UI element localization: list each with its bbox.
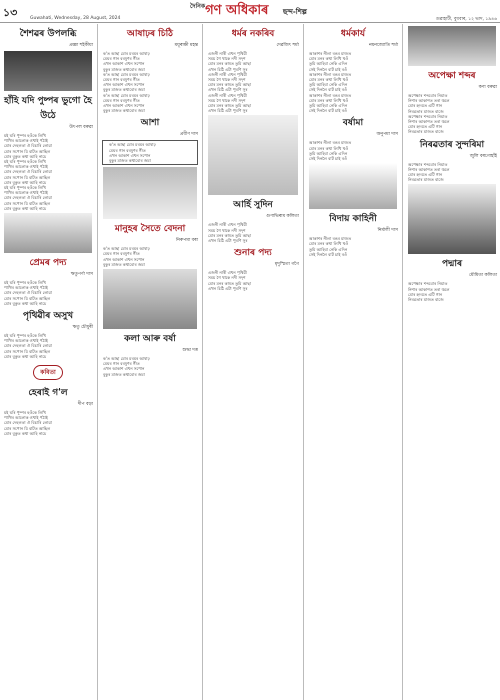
- flowers-image: [309, 163, 397, 209]
- poem-body: ক'ত আছা মোৰ মৰমৰ আষাঢ় মেঘৰ গান বৰষুণৰ গীত এখন আকাশ এখন সপোন বুকুৰ মাজত কথাবোৰ জমা: [103, 92, 150, 114]
- poetry-badge: কবিতা: [33, 365, 63, 380]
- masthead-small: দৈনিক: [190, 3, 206, 10]
- poem-title: অপেক্ষা শব্দৰ: [428, 71, 476, 81]
- poem-body: ক'ত আছা মোৰ মৰমৰ আষাঢ় মেঘৰ গান বৰষুণৰ গীত এখন আকাশ এখন সপোন বুকুৰ মাজত কথাবোৰ জমা: [103, 246, 150, 267]
- poem-author: ময়ূৰাক্ষী মহন্ত: [174, 43, 198, 48]
- poem-author: নিৰ্মালী দাস: [377, 228, 398, 234]
- column-divider: [303, 24, 304, 700]
- rose-image: [103, 167, 197, 219]
- poem-title: পদ্মাৰ: [441, 259, 463, 270]
- poem-body: ক'ত আছা মোৰ মৰমৰ আষাঢ় মেঘৰ গান বৰষুণৰ গীত এখন আকাশ এখন সপোন বুকুৰ মাজত কথাবোৰ জমা: [109, 142, 156, 164]
- poem-title: শুনাৰ পদ্য: [234, 248, 272, 259]
- poem-author: গুণাভিৰাম কলিতা: [266, 214, 299, 220]
- column-4: [305, 24, 401, 700]
- masthead-title: গণ অধিকাৰ: [205, 3, 269, 18]
- poem-body: অপেক্ষাৰ শব্দবোৰ নিমাত নিশাৰ আকাশত তৰা জ্বলে মোৰ হৃদয়ত এটি গান নিৰৱতাৰ মাজত বাজে: [408, 113, 450, 135]
- poem-body: আকাশৰ নীলা ৰঙৰ মাজত মোৰ মনৰ কথা লিখি থওঁ তুমি আহিবা নেকি এদিন সেই দিনলৈ বাট চাই ৰওঁ: [309, 140, 352, 162]
- poem-body: মই ঘৰি পুষ্পৰ হওঁকে লিখি পাখিৰ আলোক ওখাই পঠাই মোৰ দেহলতা ঐ বিচাৰি লোৱা মোৰ সপোন যি বাটত আছিল মোৰ বুকুত কথা আহি নাচে: [4, 333, 52, 359]
- column-3: [204, 24, 302, 700]
- poem-author: কণা বৰুৱা: [478, 85, 497, 90]
- poem-body: মই ঘৰি পুষ্পৰ হওঁকে লিখি পাখিৰ আলোক ওখাই পঠাই মোৰ দেহলতা ঐ বিচাৰি লোৱা মোৰ সপোন যি বাটত আছিল মোৰ বুকুত কথা আহি নাচে: [4, 185, 52, 211]
- page-header: [0, 0, 500, 23]
- poem-body: ক'ত আছা মোৰ মৰমৰ আষাঢ় মেঘৰ গান বৰষুণৰ গীত এখন আকাশ এখন সপোন বুকুৰ মাজত কথাবোৰ জমা: [103, 356, 150, 377]
- poem-author: দীপ বড়া: [77, 402, 93, 408]
- poem-author: নয়নজ্যোতি শৰ্মা: [368, 43, 398, 48]
- column-divider: [97, 24, 98, 700]
- poem-author: মৌমিতা কলিতা: [469, 273, 497, 279]
- poem-body: অপেক্ষাৰ শব্দবোৰ নিমাত নিশাৰ আকাশত তৰা জ্বলে মোৰ হৃদয়ত এটি গান নিৰৱতাৰ মাজত বাজে: [408, 161, 450, 183]
- candle-image: [4, 51, 92, 91]
- poem-author: মৃদুস্মিতা গগৈ: [274, 262, 299, 268]
- poem-author: ঋতুপর্ণা দাস: [70, 272, 93, 278]
- poem-author: জুলি বৰগোহাঁই: [469, 153, 497, 159]
- poem-title: প্ৰেমৰ পদ্য: [29, 258, 67, 269]
- column-divider: [202, 24, 203, 700]
- poem-author: শুদ্ধা দত্ত: [182, 348, 198, 354]
- column-2: [99, 24, 201, 700]
- poem-title: মানুহৰ সৈতে বেদনা: [114, 224, 186, 235]
- poem-body: ক'ত আছা মোৰ মৰমৰ আষাঢ় মেঘৰ গান বৰষুণৰ গীত এখন আকাশ এখন সপোন বুকুৰ মাজত কথাবোৰ জমা: [103, 71, 150, 93]
- poem-author: উৎপল বৰুৱা: [69, 125, 93, 130]
- poem-title: বিদায় কাহিনী: [329, 214, 377, 225]
- birds-image: [408, 184, 496, 254]
- crow-image: [4, 213, 92, 253]
- masthead: [190, 1, 268, 22]
- poem-body: এজনী নাৰী এখন পৃথিৱী সময় গৈ থাকে নদী সদৃশ মোৰ মনৰ কাষত তুমি আছা এখন চিঠি এটা পুৰণি সুৰ: [208, 71, 251, 93]
- woman-sketch-image: [208, 115, 298, 195]
- poem-body: ক'ত আছা মোৰ মৰমৰ আষাঢ় মেঘৰ গান বৰষুণৰ গীত এখন আকাশ এখন সপোন বুকুৰ মাজত কথাবোৰ জমা: [103, 51, 150, 72]
- poem-title: ধৰ্মৰ নকৰিব: [231, 29, 275, 39]
- poem-title: কলা আৰু বৰ্ষা: [124, 334, 176, 345]
- section-title: ছন্দ-শিল্প: [283, 8, 307, 16]
- poem-body: এজনী নাৰী এখন পৃথিৱী সময় গৈ থাকে নদী সদৃশ মোৰ মনৰ কাষত তুমি আছা এখন চিঠি এটা পুৰণি সুৰ: [208, 92, 251, 114]
- poem-body: মই ঘৰি পুষ্পৰ হওঁকে লিখি পাখিৰ আলোক ওখাই পঠাই মোৰ দেহলতা ঐ বিচাৰি লোৱা মোৰ সপোন যি বাটত আছিল মোৰ বুকুত কথা আহি নাচে: [4, 133, 52, 159]
- column-5: [404, 24, 500, 700]
- poem-body: মই ঘৰি পুষ্পৰ হওঁকে লিখি পাখিৰ আলোক ওখাই পঠাই মোৰ দেহলতা ঐ বিচাৰি লোৱা মোৰ সপোন যি বাটত আছিল মোৰ বুকুত কথা আহি নাচে: [4, 410, 52, 436]
- poem-title: হাঁহি যদি পুষ্পৰ ভুগো হৈ উঠে: [4, 96, 92, 121]
- poem-title: শৈশৱৰ উপলব্ধি: [19, 29, 77, 39]
- poem-title: বৰ্ষামা: [342, 118, 364, 129]
- poem-title: হেৰাই গ'ল: [28, 388, 68, 399]
- poem-title: আষাঢ়ৰ চিঠি: [127, 29, 173, 39]
- poem-title: আৰ্হি সুদিন: [233, 200, 273, 211]
- poem-body: এজনী নাৰী এখন পৃথিৱী সময় গৈ থাকে নদী সদৃশ মোৰ মনৰ কাষত তুমি আছা এখন চিঠি এটা পুৰণি সুৰ: [208, 270, 251, 291]
- column-1: [0, 24, 96, 700]
- poem-author: ঋতু চৌধুৰী: [72, 325, 93, 331]
- poem-author: প্ৰজ্ঞা শইকীয়া: [69, 43, 93, 48]
- page-number: ১৩: [3, 6, 18, 19]
- book-image: [408, 26, 496, 66]
- poem-body: আকাশৰ নীলা ৰঙৰ মাজত মোৰ মনৰ কথা লিখি থওঁ তুমি আহিবা নেকি এদিন সেই দিনলৈ বাট চাই ৰওঁ: [309, 71, 352, 93]
- poem-body: মই ঘৰি পুষ্পৰ হওঁকে লিখি পাখিৰ আলোক ওখাই পঠাই মোৰ দেহলতা ঐ বিচাৰি লোৱা মোৰ সপোন যি বাটত আছিল মোৰ বুকুত কথা আহি নাচে: [4, 280, 52, 306]
- poem-author: প্ৰবীণ দাস: [180, 132, 198, 138]
- poem-title: আশা: [140, 118, 160, 129]
- poem-body: অপেক্ষাৰ শব্দবোৰ নিমাত নিশাৰ আকাশত তৰা জ্বলে মোৰ হৃদয়ত এটি গান নিৰৱতাৰ মাজত বাজে: [408, 93, 450, 114]
- column-divider: [402, 24, 403, 700]
- poem-body: এজনী নাৰী এখন পৃথিৱী সময় গৈ থাকে নদী সদৃশ মোৰ মনৰ কাষত তুমি আছা এখন চিঠি এটা পুৰণি সুৰ: [208, 222, 251, 244]
- poem-body: অপেক্ষাৰ শব্দবোৰ নিমাত নিশাৰ আকাশত তৰা জ্বলে মোৰ হৃদয়ত এটি গান নিৰৱতাৰ মাজত বাজে: [408, 281, 450, 303]
- poem-body: আকাশৰ নীলা ৰঙৰ মাজত মোৰ মনৰ কথা লিখি থওঁ তুমি আহিবা নেকি এদিন সেই দিনলৈ বাট চাই ৰওঁ: [309, 92, 352, 114]
- poem-body: আকাশৰ নীলা ৰঙৰ মাজত মোৰ মনৰ কথা লিখি থওঁ তুমি আহিবা নেকি এদিন সেই দিনলৈ বাট চাই ৰওঁ: [309, 236, 352, 257]
- poem-title: ধৰ্মকাৰ্য: [340, 29, 366, 39]
- poem-author: নিৰুপমা বৰা: [176, 238, 198, 244]
- dateline: Guwahati, Wednesday, 28 August, 2024: [30, 16, 121, 21]
- poem-title: নিৰৱতাৰ সুন্দৰিমা: [419, 139, 485, 150]
- poem-title: পৃথিৱীৰ অসুখ: [22, 311, 74, 322]
- poem-body: এজনী নাৰী এখন পৃথিৱী সময় গৈ থাকে নদী সদৃশ মোৰ মনৰ কাষত তুমি আছা এখন চিঠি এটা পুৰণি সুৰ: [208, 51, 251, 72]
- poem-body: আকাশৰ নীলা ৰঙৰ মাজত মোৰ মনৰ কথা লিখি থওঁ তুমি আহিবা নেকি এদিন সেই দিনলৈ বাট চাই ৰওঁ: [309, 51, 352, 72]
- poem-author: অনুপমা দাস: [376, 132, 398, 138]
- poem-author: দেৱজিৎ শৰ্মা: [276, 43, 299, 48]
- dateline-right: গুৱাহাটী, বুধবাৰ, ১২ ভাদ, ১৯৪৬: [435, 17, 497, 22]
- umbrella-image: [103, 269, 197, 329]
- poem-body: মই ঘৰি পুষ্পৰ হওঁকে লিখি পাখিৰ আলোক ওখাই পঠাই মোৰ দেহলতা ঐ বিচাৰি লোৱা মোৰ সপোন যি বাটত আছিল মোৰ বুকুত কথা আহি নাচে: [4, 159, 52, 185]
